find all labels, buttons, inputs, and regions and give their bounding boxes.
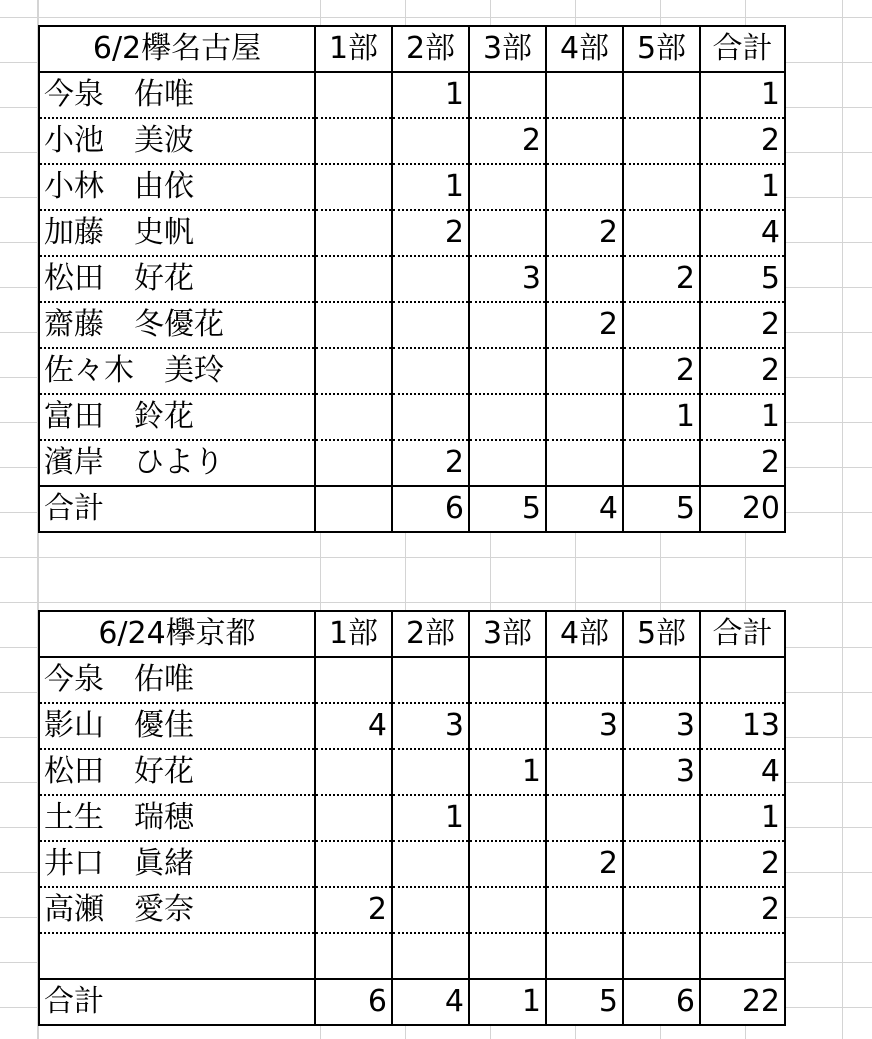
- row-total-cell[interactable]: 13: [700, 703, 785, 749]
- table-row: [39, 210, 785, 256]
- count-cell[interactable]: [469, 841, 546, 887]
- count-cell[interactable]: [392, 841, 469, 887]
- count-cell[interactable]: [546, 933, 623, 979]
- count-cell[interactable]: [469, 164, 546, 210]
- table-row: [39, 72, 785, 118]
- count-cell[interactable]: 2: [392, 440, 469, 486]
- count-cell[interactable]: 3: [623, 703, 700, 749]
- count-cell[interactable]: [392, 302, 469, 348]
- row-total-cell[interactable]: 2: [700, 887, 785, 933]
- count-cell[interactable]: [469, 887, 546, 933]
- count-cell[interactable]: 1: [469, 749, 546, 795]
- count-cell[interactable]: [623, 210, 700, 256]
- column-header-total[interactable]: 合計: [700, 611, 785, 657]
- count-cell[interactable]: [623, 887, 700, 933]
- count-cell[interactable]: [469, 210, 546, 256]
- table-row: [39, 164, 785, 210]
- total-cell[interactable]: 5: [546, 979, 623, 1025]
- count-cell[interactable]: [546, 795, 623, 841]
- header-row: [39, 26, 785, 72]
- column-header-part5[interactable]: 5部: [623, 26, 700, 72]
- total-cell[interactable]: [315, 486, 392, 532]
- count-cell[interactable]: [623, 933, 700, 979]
- count-cell[interactable]: [546, 164, 623, 210]
- column-header-part4[interactable]: 4部: [546, 26, 623, 72]
- member-name-cell[interactable]: [39, 933, 315, 979]
- count-cell[interactable]: [546, 256, 623, 302]
- member-name-cell[interactable]: 土生 瑞穂: [39, 795, 315, 841]
- table-row-empty: [39, 933, 785, 979]
- event-title-cell[interactable]: 6/24欅京都: [39, 611, 315, 657]
- count-cell[interactable]: 2: [546, 302, 623, 348]
- count-cell[interactable]: [623, 795, 700, 841]
- count-cell[interactable]: [546, 887, 623, 933]
- count-cell[interactable]: 4: [315, 703, 392, 749]
- count-cell[interactable]: [546, 749, 623, 795]
- column-header-part1[interactable]: 1部: [315, 611, 392, 657]
- count-cell[interactable]: [469, 302, 546, 348]
- row-total-cell[interactable]: 2: [700, 440, 785, 486]
- count-cell[interactable]: 3: [546, 703, 623, 749]
- total-row: [39, 979, 785, 1025]
- count-cell[interactable]: [315, 795, 392, 841]
- count-cell[interactable]: [315, 72, 392, 118]
- column-header-part3[interactable]: 3部: [469, 26, 546, 72]
- total-cell[interactable]: 4: [546, 486, 623, 532]
- count-cell[interactable]: [546, 394, 623, 440]
- count-cell[interactable]: [315, 657, 392, 703]
- member-name-cell[interactable]: 富田 鈴花: [39, 394, 315, 440]
- total-cell[interactable]: 6: [315, 979, 392, 1025]
- member-name-cell[interactable]: 影山 優佳: [39, 703, 315, 749]
- count-cell[interactable]: [546, 657, 623, 703]
- column-header-part1[interactable]: 1部: [315, 26, 392, 72]
- count-cell[interactable]: [392, 749, 469, 795]
- member-name-cell[interactable]: 佐々木 美玲: [39, 348, 315, 394]
- count-cell[interactable]: [469, 703, 546, 749]
- count-cell[interactable]: 2: [315, 887, 392, 933]
- member-name-cell[interactable]: 井口 眞緒: [39, 841, 315, 887]
- count-cell[interactable]: [623, 841, 700, 887]
- count-cell[interactable]: [315, 302, 392, 348]
- count-cell[interactable]: 3: [392, 703, 469, 749]
- column-header-part2[interactable]: 2部: [392, 26, 469, 72]
- row-total-cell[interactable]: 1: [700, 795, 785, 841]
- row-total-cell[interactable]: 2: [700, 348, 785, 394]
- column-header-part2[interactable]: 2部: [392, 611, 469, 657]
- count-cell[interactable]: 1: [392, 164, 469, 210]
- count-cell[interactable]: [392, 348, 469, 394]
- member-name-cell[interactable]: 小池 美波: [39, 118, 315, 164]
- column-header-total[interactable]: 合計: [700, 26, 785, 72]
- count-cell[interactable]: [315, 841, 392, 887]
- grand-total-cell[interactable]: 20: [700, 486, 785, 532]
- count-cell[interactable]: [469, 394, 546, 440]
- count-cell[interactable]: [623, 164, 700, 210]
- member-name-cell[interactable]: 松田 好花: [39, 256, 315, 302]
- count-cell[interactable]: 2: [546, 841, 623, 887]
- row-total-cell[interactable]: 2: [700, 118, 785, 164]
- row-total-cell[interactable]: 1: [700, 164, 785, 210]
- count-cell[interactable]: 2: [623, 348, 700, 394]
- total-label-cell[interactable]: 合計: [39, 486, 315, 532]
- table-row: [39, 118, 785, 164]
- count-cell[interactable]: [315, 210, 392, 256]
- count-cell[interactable]: [469, 348, 546, 394]
- row-total-cell[interactable]: 2: [700, 841, 785, 887]
- table-row: [39, 394, 785, 440]
- count-cell[interactable]: [469, 440, 546, 486]
- count-cell[interactable]: 3: [623, 749, 700, 795]
- count-cell[interactable]: [315, 256, 392, 302]
- table-row: [39, 348, 785, 394]
- total-label-cell[interactable]: 合計: [39, 979, 315, 1025]
- column-header-part4[interactable]: 4部: [546, 611, 623, 657]
- header-row: [39, 611, 785, 657]
- count-cell[interactable]: [315, 749, 392, 795]
- row-total-cell[interactable]: 4: [700, 210, 785, 256]
- member-name-cell[interactable]: 濱岸 ひより: [39, 440, 315, 486]
- row-total-cell[interactable]: [700, 933, 785, 979]
- column-header-part3[interactable]: 3部: [469, 611, 546, 657]
- count-cell[interactable]: [546, 72, 623, 118]
- count-cell[interactable]: [546, 440, 623, 486]
- row-total-cell[interactable]: [700, 657, 785, 703]
- attendance-table-nagoya: [38, 25, 786, 533]
- total-row: [39, 486, 785, 532]
- member-name-cell[interactable]: 今泉 佑唯: [39, 657, 315, 703]
- count-cell[interactable]: [392, 394, 469, 440]
- count-cell[interactable]: 2: [623, 256, 700, 302]
- event-title-cell[interactable]: 6/2欅名古屋: [39, 26, 315, 72]
- table-row: [39, 841, 785, 887]
- member-name-cell[interactable]: 加藤 史帆: [39, 210, 315, 256]
- total-cell[interactable]: 5: [469, 486, 546, 532]
- count-cell[interactable]: 2: [392, 210, 469, 256]
- total-cell[interactable]: 6: [392, 486, 469, 532]
- member-name-cell[interactable]: 松田 好花: [39, 749, 315, 795]
- count-cell[interactable]: [315, 118, 392, 164]
- count-cell[interactable]: [469, 657, 546, 703]
- table-row: [39, 256, 785, 302]
- table-row: [39, 302, 785, 348]
- total-cell[interactable]: 4: [392, 979, 469, 1025]
- grand-total-cell[interactable]: 22: [700, 979, 785, 1025]
- row-total-cell[interactable]: 2: [700, 302, 785, 348]
- member-name-cell[interactable]: 小林 由依: [39, 164, 315, 210]
- count-cell[interactable]: [546, 348, 623, 394]
- table-row: [39, 703, 785, 749]
- total-cell[interactable]: 5: [623, 486, 700, 532]
- row-total-cell[interactable]: 5: [700, 256, 785, 302]
- member-name-cell[interactable]: 今泉 佑唯: [39, 72, 315, 118]
- column-header-part5[interactable]: 5部: [623, 611, 700, 657]
- count-cell[interactable]: [315, 933, 392, 979]
- total-cell[interactable]: 1: [469, 979, 546, 1025]
- count-cell[interactable]: 3: [469, 256, 546, 302]
- count-cell[interactable]: 1: [392, 795, 469, 841]
- count-cell[interactable]: 1: [623, 394, 700, 440]
- row-total-cell[interactable]: 1: [700, 72, 785, 118]
- count-cell[interactable]: [315, 394, 392, 440]
- count-cell[interactable]: 2: [546, 210, 623, 256]
- table-row: [39, 440, 785, 486]
- count-cell[interactable]: [546, 118, 623, 164]
- count-cell[interactable]: [623, 440, 700, 486]
- count-cell[interactable]: [469, 72, 546, 118]
- count-cell[interactable]: [623, 302, 700, 348]
- count-cell[interactable]: [623, 118, 700, 164]
- total-cell[interactable]: 6: [623, 979, 700, 1025]
- count-cell[interactable]: [315, 440, 392, 486]
- member-name-cell[interactable]: 齋藤 冬優花: [39, 302, 315, 348]
- count-cell[interactable]: [392, 118, 469, 164]
- count-cell[interactable]: [469, 795, 546, 841]
- count-cell[interactable]: 1: [392, 72, 469, 118]
- count-cell[interactable]: [392, 256, 469, 302]
- count-cell[interactable]: [623, 72, 700, 118]
- table-row: [39, 749, 785, 795]
- attendance-table-kyoto: [38, 610, 786, 1026]
- table-row: [39, 657, 785, 703]
- count-cell[interactable]: 2: [469, 118, 546, 164]
- count-cell[interactable]: [392, 657, 469, 703]
- count-cell[interactable]: [392, 887, 469, 933]
- row-total-cell[interactable]: 4: [700, 749, 785, 795]
- count-cell[interactable]: [469, 933, 546, 979]
- member-name-cell[interactable]: 高瀬 愛奈: [39, 887, 315, 933]
- table-row: [39, 887, 785, 933]
- gridline: [842, 0, 843, 1039]
- count-cell[interactable]: [392, 933, 469, 979]
- count-cell[interactable]: [623, 657, 700, 703]
- table-row: [39, 795, 785, 841]
- row-total-cell[interactable]: 1: [700, 394, 785, 440]
- count-cell[interactable]: [315, 348, 392, 394]
- count-cell[interactable]: [315, 164, 392, 210]
